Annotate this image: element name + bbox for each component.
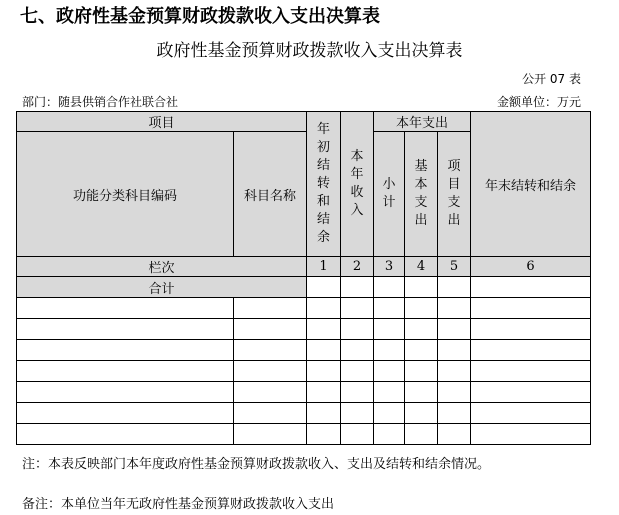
department-label: 部门：随县供销合作社联合社 <box>22 95 179 109</box>
table-row <box>17 424 591 445</box>
header-name: 科目名称 <box>234 132 307 257</box>
table-row <box>17 298 591 319</box>
header-begin-balance: 年 初 结 转 和 结 余 <box>307 112 341 257</box>
header-item: 项目 <box>17 112 307 132</box>
form-number: 公开 07 表 <box>522 72 581 86</box>
header-basic: 基 本 支 出 <box>405 132 438 257</box>
table-row <box>17 319 591 340</box>
section-heading: 七、政府性基金预算财政拨款收入支出决算表 <box>20 6 380 27</box>
header-project: 项 目 支 出 <box>438 132 471 257</box>
table-row <box>17 403 591 424</box>
header-income: 本 年 收 入 <box>341 112 374 257</box>
table-cell <box>471 277 591 298</box>
header-subtotal: 小 计 <box>374 132 405 257</box>
header-end-balance: 年末结转和结余 <box>471 112 591 257</box>
table-cell <box>405 277 438 298</box>
table-cell <box>341 277 374 298</box>
table-cell <box>438 277 471 298</box>
table-row <box>17 340 591 361</box>
col-number: 2 <box>341 257 374 277</box>
table-title: 政府性基金预算财政拨款收入支出决算表 <box>156 41 463 61</box>
table-row <box>17 361 591 382</box>
amount-unit-label: 金额单位：万元 <box>496 95 581 109</box>
budget-table <box>16 111 591 445</box>
total-row-label: 合计 <box>17 277 307 298</box>
row-index-label: 栏次 <box>17 257 307 277</box>
col-number: 3 <box>374 257 405 277</box>
remark-note: 备注：本单位当年无政府性基金预算财政拨款收入支出 <box>22 497 335 512</box>
col-number: 5 <box>438 257 471 277</box>
table-note: 注：本表反映部门本年度政府性基金预算财政拨款收入、支出及结转和结余情况。 <box>22 457 491 472</box>
table-row <box>17 382 591 403</box>
table-cell <box>374 277 405 298</box>
col-number: 4 <box>405 257 438 277</box>
col-number: 6 <box>471 257 591 277</box>
header-expense-group: 本年支出 <box>374 112 471 132</box>
col-number: 1 <box>307 257 341 277</box>
header-code: 功能分类科目编码 <box>17 132 234 257</box>
table-cell <box>307 277 341 298</box>
